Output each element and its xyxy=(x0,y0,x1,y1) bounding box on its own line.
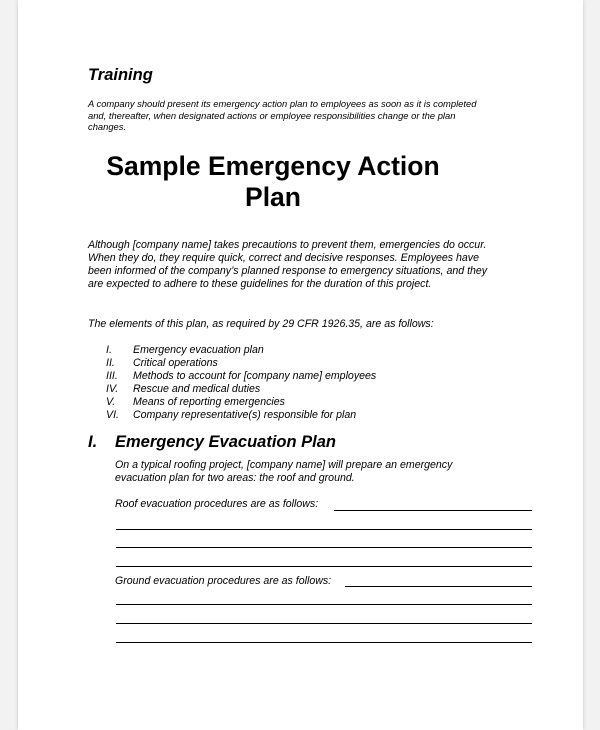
list-item-label: Rescue and medical duties xyxy=(133,383,261,395)
roof-evacuation-label: Roof evacuation procedures are as follows: xyxy=(115,498,319,510)
list-item-label: Methods to account for [company name] employees xyxy=(133,370,377,382)
list-item-label: Company representative(s) responsible for plan xyxy=(133,409,357,421)
intro-paragraph: Although [company name] takes precautions to prevent them, emergencies do occur. When they do, they require quick, correct and decisive responses. Employees have been informed of the company’s planned response to emergency situations, and they are expected to adhere to these guidelines for the duration of this project. xyxy=(88,239,488,290)
list-item-label: Emergency evacuation plan xyxy=(133,344,264,356)
list-item-number: III. xyxy=(106,370,118,382)
list-item xyxy=(106,383,466,396)
list-item xyxy=(106,409,466,422)
document-title-line-2: Plan xyxy=(245,182,301,212)
roof-evacuation-line-4[interactable] xyxy=(116,566,532,567)
document-page xyxy=(18,0,583,730)
list-item xyxy=(106,370,466,383)
elements-intro: The elements of this plan, as required by 29 CFR 1926.35, are as follows: xyxy=(88,318,434,330)
document-title-line-1: Sample Emergency Action xyxy=(106,151,440,181)
ground-evacuation-line-3[interactable] xyxy=(116,623,532,624)
ground-evacuation-label: Ground evacuation procedures are as follows: xyxy=(115,575,332,587)
list-item-number: I. xyxy=(106,344,112,356)
training-heading: Training xyxy=(88,66,153,84)
list-item-label: Means of reporting emergencies xyxy=(133,396,285,408)
roof-evacuation-line-2[interactable] xyxy=(116,529,532,530)
list-item-number: V. xyxy=(106,396,116,408)
ground-evacuation-line-1[interactable] xyxy=(345,586,532,587)
list-item-number: II. xyxy=(106,357,115,369)
list-item-number: IV. xyxy=(106,383,119,395)
list-item-label: Critical operations xyxy=(133,357,218,369)
section-number: I. xyxy=(88,433,98,451)
training-text: A company should present its emergency action plan to employees as soon as it is completed and, thereafter, when designated actions or employee responsibilities change or the plan changes. xyxy=(88,98,477,133)
list-item xyxy=(106,344,466,357)
ground-evacuation-line-4[interactable] xyxy=(116,642,532,643)
section-title: Emergency Evacuation Plan xyxy=(115,433,337,451)
plan-elements-list xyxy=(106,344,466,422)
roof-evacuation-line-1[interactable] xyxy=(334,510,532,511)
list-item xyxy=(106,396,466,409)
section-text: On a typical roofing project, [company name] will prepare an emergency evacuation plan for two areas: the roof and ground. xyxy=(115,459,453,484)
document-title xyxy=(58,151,488,213)
list-item xyxy=(106,357,466,370)
ground-evacuation-line-2[interactable] xyxy=(116,604,532,605)
list-item-number: VI. xyxy=(106,409,119,421)
roof-evacuation-line-3[interactable] xyxy=(116,547,532,548)
